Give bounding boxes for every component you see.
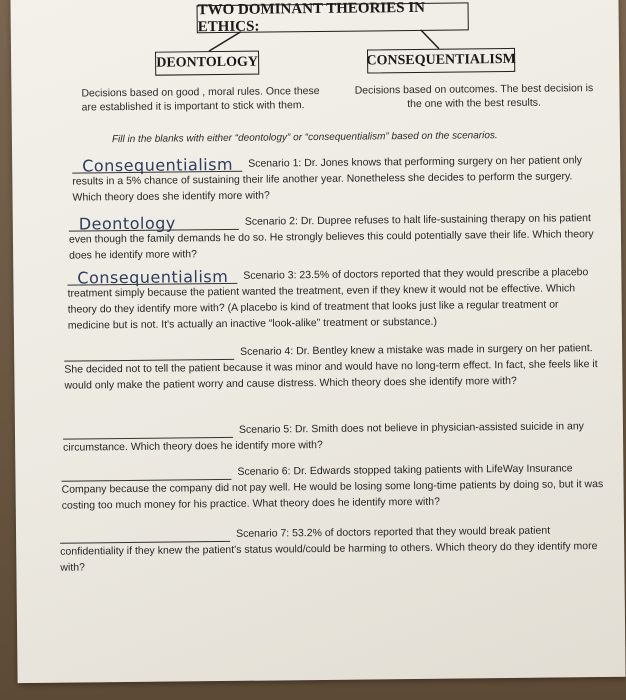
scenario-6-text: Dr. Edwards stopped taking patients with LifeWay Insurance Company because the company did not pay well. He would be losing some long-time patients by doing so, but it was costing too much money for his practice. What theory does he identify more with? [61, 462, 604, 512]
theory-deontology-box: DEONTOLOGY [155, 51, 259, 76]
scenario-2 [69, 209, 599, 264]
worksheet-title: TWO DOMINANT THEORIES IN ETHICS: [197, 2, 469, 33]
answer-blank-5[interactable] [63, 421, 233, 440]
deontology-definition: Decisions based on good , moral rules. Once these are established it is important to stick with them. [81, 84, 320, 114]
scenario-7-text: 53.2% of doctors reported that they would break patient confidentiality if they knew the patient's status would/could be harming to others. Which theory do they identify more with? [60, 524, 598, 574]
scenario-1 [72, 151, 602, 206]
theory-consequentialism-box: CONSEQUENTIALISM [367, 48, 515, 74]
title-branch-lines [10, 0, 619, 67]
handwritten-answer-1: Consequentialism [82, 154, 234, 176]
scenario-7-label: Scenario 7: [235, 527, 290, 540]
worksheet-paper [10, 0, 625, 683]
answer-blank-1[interactable] [72, 155, 242, 174]
consequentialism-definition: Decisions based on outcomes. The best decision is the one with the best results. [354, 82, 594, 111]
answer-blank-7[interactable] [60, 525, 230, 544]
scenario-4 [64, 339, 604, 394]
scenario-5-text: Dr. Smith does not believe in physician-assisted suicide in any circumstance. Which theory does he identify more with? [63, 420, 584, 454]
scenario-3-label: Scenario 3: [243, 269, 297, 282]
scenario-4-label: Scenario 4: [240, 345, 294, 358]
answer-blank-4[interactable] [64, 343, 234, 362]
scenario-2-label: Scenario 2: [244, 215, 298, 228]
scenario-7 [60, 521, 608, 576]
scenario-5 [63, 417, 603, 456]
handwritten-answer-3: Consequentialism [77, 266, 229, 288]
handwritten-answer-2: Deontology [78, 213, 176, 234]
scenario-6 [61, 459, 609, 514]
scenario-5-label: Scenario 5: [238, 423, 293, 436]
scenario-1-label: Scenario 1: [248, 157, 302, 170]
answer-blank-6[interactable] [61, 463, 231, 482]
scenario-4-text: Dr. Bentley knew a mistake was made in surgery on her patient. She decided not to tell the patient because it was minor and would have no long-term effect. In fact, she feels like it would only make the patient worry and cause distress. Which theory does she identify more with? [64, 342, 598, 392]
answer-blank-2[interactable] [69, 213, 239, 232]
scenario-2-text: Dr. Dupree refuses to halt life-sustaining therapy on his patient even though the family demands he do so. He strongly believes this could potentially save their life. Which theory does he identify more with? [68, 212, 594, 262]
scenario-1-text: Dr. Jones knows that performing surgery on her patient only results in a 5% chance of sustaining their life another year. Nonetheless she decides to perform the surgery. Which theory does she identify more with? [72, 154, 583, 204]
answer-blank-3[interactable] [67, 267, 237, 286]
scenario-3-text: 23.5% of doctors reported that they would prescribe a placebo treatment simply because the patient wanted the treatment, even if they knew it would not be effective. Which theory do they identify more with? (A placebo is kind of treatment that looks just like a regular treatment or medicine but is not. It's actually an inactive “look-alike” treatment or substance.) [67, 266, 589, 332]
scenario-6-label: Scenario 6: [237, 465, 291, 478]
scenario-3 [67, 263, 603, 334]
instructions: Fill in the blanks with either “deontology” or “consequentialism” based on the scenarios. [111, 130, 498, 146]
